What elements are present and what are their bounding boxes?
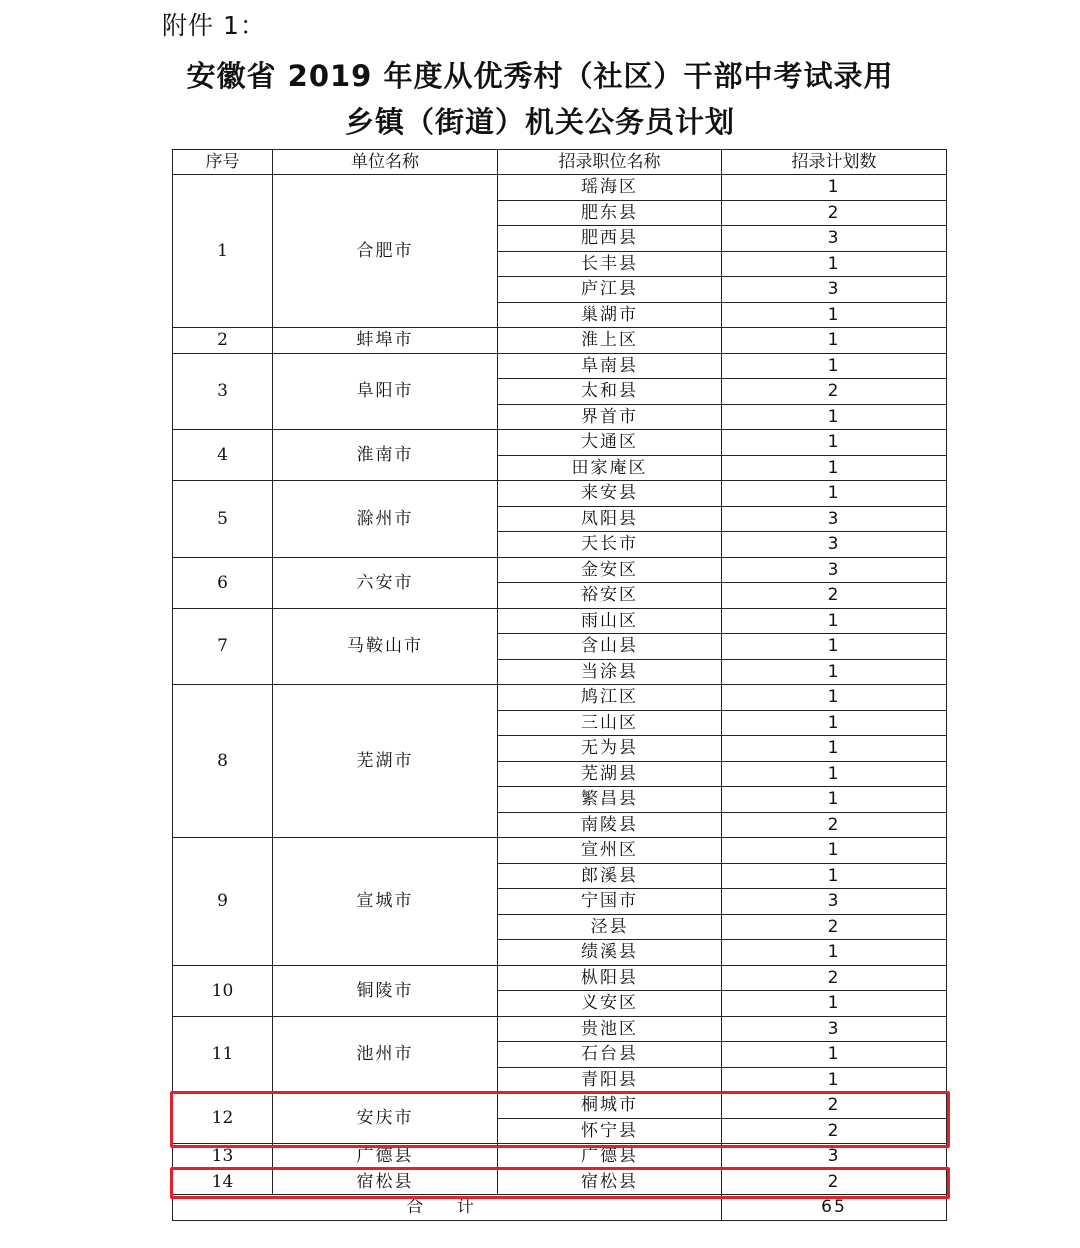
unit-name-cell: 合肥市 [273, 175, 498, 328]
serial-number-cell: 3 [173, 353, 273, 430]
plan-count-cell: 2 [722, 1169, 947, 1195]
position-name-cell: 太和县 [498, 379, 722, 405]
unit-name-cell: 阜阳市 [273, 353, 498, 430]
plan-count-cell: 1 [722, 940, 947, 966]
table-row [173, 838, 947, 864]
position-name-cell: 大通区 [498, 430, 722, 456]
plan-count-cell: 3 [722, 277, 947, 303]
plan-count-cell: 3 [722, 1144, 947, 1170]
header-position-name: 招录职位名称 [498, 150, 722, 175]
unit-name-cell: 马鞍山市 [273, 608, 498, 685]
plan-count-cell: 2 [722, 200, 947, 226]
plan-count-cell: 1 [722, 838, 947, 864]
position-name-cell: 泾县 [498, 914, 722, 940]
plan-count-cell: 1 [722, 455, 947, 481]
unit-name-cell: 滁州市 [273, 481, 498, 558]
position-name-cell: 雨山区 [498, 608, 722, 634]
position-name-cell: 芜湖县 [498, 761, 722, 787]
position-name-cell: 三山区 [498, 710, 722, 736]
document-title-line-2: 乡镇（街道）机关公务员计划 [344, 105, 735, 139]
unit-name-cell: 广德县 [273, 1144, 498, 1170]
plan-count-cell: 1 [722, 328, 947, 354]
unit-name-cell: 六安市 [273, 557, 498, 608]
plan-count-cell: 1 [722, 736, 947, 762]
plan-count-cell: 1 [722, 787, 947, 813]
serial-number-cell: 9 [173, 838, 273, 966]
table-row [173, 481, 947, 507]
plan-count-cell: 2 [722, 379, 947, 405]
position-name-cell: 桐城市 [498, 1093, 722, 1119]
serial-number-cell: 8 [173, 685, 273, 838]
table-row [173, 608, 947, 634]
position-name-cell: 瑶海区 [498, 175, 722, 201]
position-name-cell: 无为县 [498, 736, 722, 762]
serial-number-cell: 4 [173, 430, 273, 481]
table-row [173, 1144, 947, 1170]
serial-number-cell: 12 [173, 1093, 273, 1144]
total-row [173, 1195, 947, 1221]
position-name-cell: 南陵县 [498, 812, 722, 838]
position-name-cell: 宿松县 [498, 1169, 722, 1195]
position-name-cell: 青阳县 [498, 1067, 722, 1093]
position-name-cell: 义安区 [498, 991, 722, 1017]
position-name-cell: 天长市 [498, 532, 722, 558]
unit-name-cell: 铜陵市 [273, 965, 498, 1016]
table-row [173, 685, 947, 711]
plan-count-cell: 1 [722, 175, 947, 201]
position-name-cell: 石台县 [498, 1042, 722, 1068]
plan-count-cell: 1 [722, 659, 947, 685]
position-name-cell: 来安县 [498, 481, 722, 507]
total-label: 合 计 [173, 1195, 722, 1221]
position-name-cell: 贵池区 [498, 1016, 722, 1042]
serial-number-cell: 13 [173, 1144, 273, 1170]
table-row [173, 1093, 947, 1119]
unit-name-cell: 淮南市 [273, 430, 498, 481]
table-header-row [173, 150, 947, 175]
unit-name-cell: 安庆市 [273, 1093, 498, 1144]
table-row [173, 1016, 947, 1042]
plan-count-cell: 1 [722, 685, 947, 711]
table-row [173, 175, 947, 201]
plan-count-cell: 1 [722, 353, 947, 379]
serial-number-cell: 11 [173, 1016, 273, 1093]
plan-count-cell: 3 [722, 889, 947, 915]
plan-count-cell: 1 [722, 863, 947, 889]
position-name-cell: 怀宁县 [498, 1118, 722, 1144]
plan-count-cell: 1 [722, 481, 947, 507]
serial-number-cell: 7 [173, 608, 273, 685]
position-name-cell: 凤阳县 [498, 506, 722, 532]
plan-count-cell: 3 [722, 226, 947, 252]
plan-count-cell: 3 [722, 557, 947, 583]
total-value: 65 [722, 1195, 947, 1221]
plan-count-cell: 2 [722, 1093, 947, 1119]
position-name-cell: 繁昌县 [498, 787, 722, 813]
plan-count-cell: 1 [722, 1067, 947, 1093]
plan-count-cell: 3 [722, 1016, 947, 1042]
serial-number-cell: 5 [173, 481, 273, 558]
serial-number-cell: 10 [173, 965, 273, 1016]
document-title-line-1: 安徽省 2019 年度从优秀村（社区）干部中考试录用 [186, 59, 894, 93]
unit-name-cell: 蚌埠市 [273, 328, 498, 354]
serial-number-cell: 14 [173, 1169, 273, 1195]
unit-name-cell: 池州市 [273, 1016, 498, 1093]
position-name-cell: 宁国市 [498, 889, 722, 915]
plan-count-cell: 1 [722, 251, 947, 277]
position-name-cell: 宣州区 [498, 838, 722, 864]
unit-name-cell: 芜湖市 [273, 685, 498, 838]
table-row [173, 430, 947, 456]
position-name-cell: 郎溪县 [498, 863, 722, 889]
position-name-cell: 绩溪县 [498, 940, 722, 966]
plan-count-cell: 1 [722, 634, 947, 660]
plan-count-cell: 1 [722, 710, 947, 736]
plan-count-cell: 1 [722, 404, 947, 430]
header-unit-name: 单位名称 [273, 150, 498, 175]
position-name-cell: 鸠江区 [498, 685, 722, 711]
plan-count-cell: 2 [722, 1118, 947, 1144]
recruitment-plan-table [172, 149, 947, 1221]
position-name-cell: 肥西县 [498, 226, 722, 252]
header-serial-number: 序号 [173, 150, 273, 175]
plan-count-cell: 2 [722, 914, 947, 940]
position-name-cell: 阜南县 [498, 353, 722, 379]
position-name-cell: 含山县 [498, 634, 722, 660]
position-name-cell: 田家庵区 [498, 455, 722, 481]
plan-count-cell: 2 [722, 583, 947, 609]
serial-number-cell: 2 [173, 328, 273, 354]
position-name-cell: 当涂县 [498, 659, 722, 685]
attachment-label: 附件 1： [162, 11, 266, 40]
serial-number-cell: 1 [173, 175, 273, 328]
plan-count-cell: 2 [722, 812, 947, 838]
plan-count-cell: 1 [722, 991, 947, 1017]
table-row [173, 353, 947, 379]
table-body [173, 175, 947, 1221]
plan-count-cell: 1 [722, 761, 947, 787]
plan-count-cell: 1 [722, 302, 947, 328]
position-name-cell: 裕安区 [498, 583, 722, 609]
position-name-cell: 肥东县 [498, 200, 722, 226]
position-name-cell: 广德县 [498, 1144, 722, 1170]
serial-number-cell: 6 [173, 557, 273, 608]
unit-name-cell: 宣城市 [273, 838, 498, 966]
position-name-cell: 枞阳县 [498, 965, 722, 991]
table-row [173, 1169, 947, 1195]
plan-count-cell: 1 [722, 608, 947, 634]
plan-count-cell: 1 [722, 430, 947, 456]
table-row [173, 328, 947, 354]
plan-count-cell: 2 [722, 965, 947, 991]
position-name-cell: 界首市 [498, 404, 722, 430]
table-row [173, 965, 947, 991]
plan-count-cell: 1 [722, 1042, 947, 1068]
position-name-cell: 巢湖市 [498, 302, 722, 328]
position-name-cell: 淮上区 [498, 328, 722, 354]
plan-count-cell: 3 [722, 506, 947, 532]
plan-count-cell: 3 [722, 532, 947, 558]
header-plan-count: 招录计划数 [722, 150, 947, 175]
position-name-cell: 长丰县 [498, 251, 722, 277]
position-name-cell: 庐江县 [498, 277, 722, 303]
position-name-cell: 金安区 [498, 557, 722, 583]
table-row [173, 557, 947, 583]
unit-name-cell: 宿松县 [273, 1169, 498, 1195]
